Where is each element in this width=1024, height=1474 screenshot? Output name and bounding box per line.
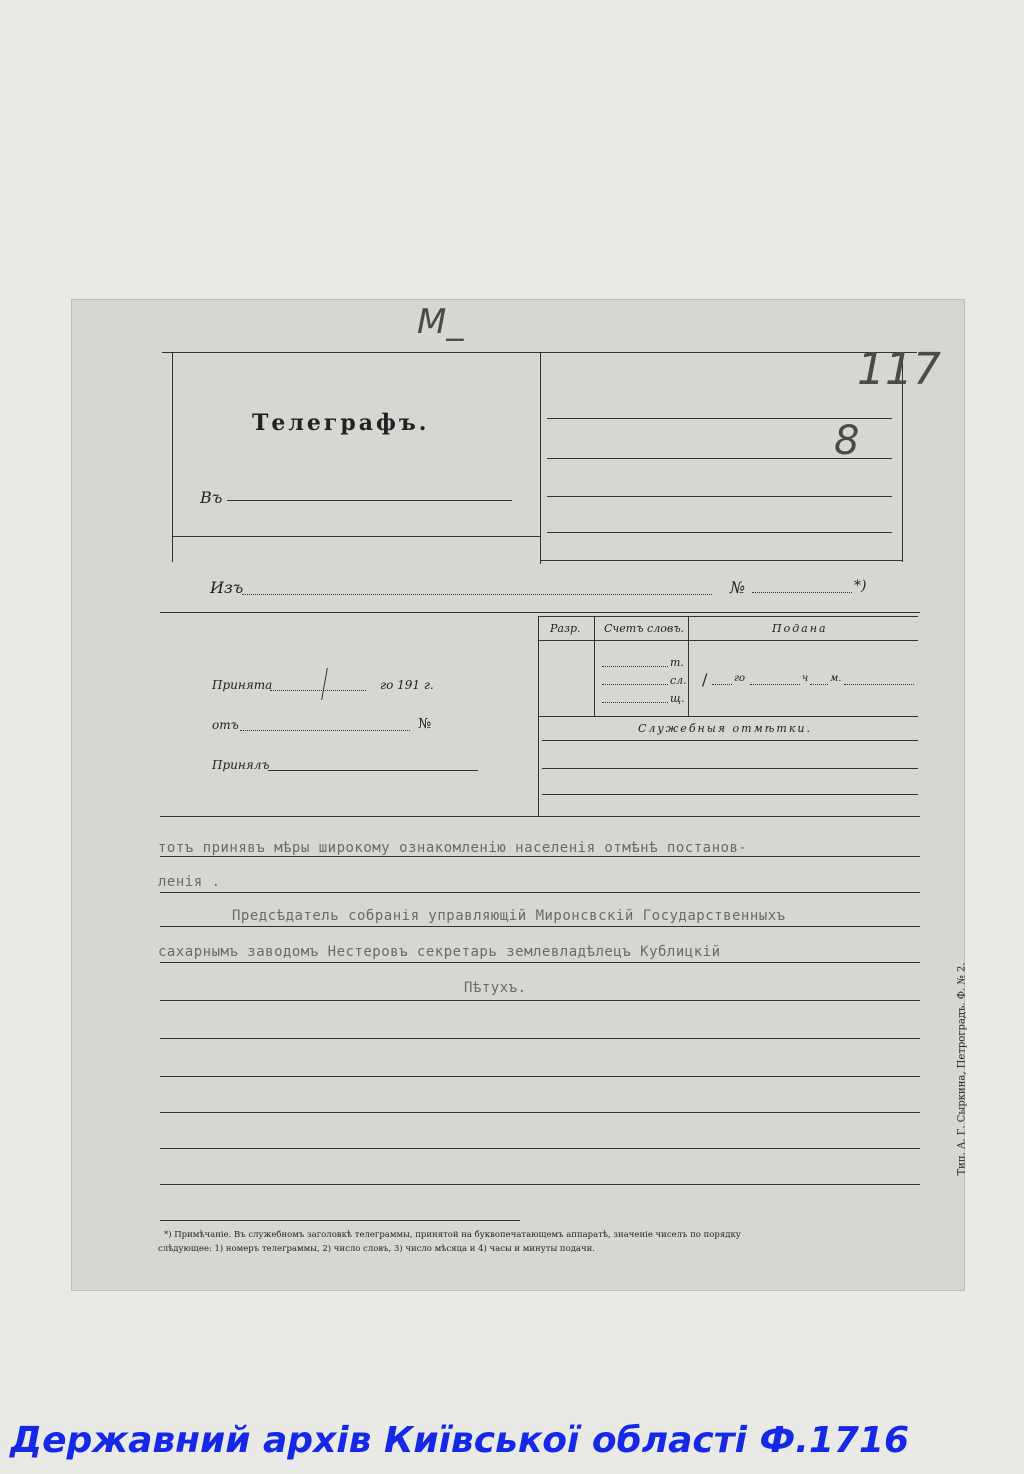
ot-number-label: № [418,716,432,732]
message-line-3: Предсѣдатель собранія управляющій Миронсвскій Государственныхъ [232,908,786,924]
service-marks-label: Служебныя отмѣтки. [638,722,812,735]
table-top [538,616,918,617]
prinyal-line [268,770,478,771]
right-box-bottom-border [540,560,902,561]
count-line [602,702,668,703]
ch-label: ч [802,673,809,684]
message-rule [160,1148,920,1149]
form-title: Телеграфъ. [252,410,430,436]
prinyal-label: Принялъ [212,758,270,772]
podana-line [750,684,800,685]
number-label: № [730,578,746,597]
col-schet: Счетъ словъ. [604,622,685,635]
number-line [752,592,852,593]
right-box-rule [547,532,892,533]
service-rule [542,740,918,741]
ot-label: отъ [212,718,239,732]
printer-imprint: Тип. А. Г. Сыркина, Петроградъ. Ф. № 2. [956,962,968,1176]
table-col-line [594,616,595,716]
count-line [602,684,668,685]
message-rule [160,1076,920,1077]
message-rule [160,892,920,893]
message-rule [160,1038,920,1039]
table-header-rule [538,640,918,641]
handwritten-number: 8 [834,418,860,464]
message-line-5: Пѣтухъ. [464,980,527,996]
message-line-1: тотъ принявъ мѣры широкому ознакомленію населенія отмѣнѣ постанов- [158,840,748,856]
ot-line [240,730,410,731]
sub-sl: сл. [670,674,687,687]
message-rule [160,1000,920,1001]
message-line-2: ленія . [158,874,221,890]
podana-line [712,684,732,685]
handwritten-top-note: М_ [417,302,464,342]
col-podana: Подана [772,622,828,635]
left-box-left-border [172,352,173,562]
go-label: го [734,673,746,684]
date-slash: / [702,670,708,689]
separator-line [160,816,920,817]
footnote-mark: *) [854,578,867,594]
podana-line [810,684,828,685]
hand-mark [321,668,328,700]
message-rule [160,856,920,857]
footnote-line-2: слѣдующее: 1) номеръ телеграммы, 2) число словъ, 3) число мѣсяца и 4) часы и минуты подачи. [158,1244,595,1254]
m-label: м. [830,673,842,684]
col-razr: Разр. [550,622,581,635]
right-box-rule [547,496,892,497]
box-divider [540,352,541,564]
prinyata-label: Принята [212,678,273,692]
telegram-form-sheet [72,300,968,1290]
separator-line [160,612,920,613]
message-rule [160,962,920,963]
table-bottom [538,716,918,717]
year-label: го 191 г. [380,678,434,692]
count-line [602,666,668,667]
archive-caption: Державний архів Київської області Ф.1716 [10,1420,910,1461]
sub-shch: щ. [670,692,685,705]
iz-line [242,594,712,595]
service-rule [542,768,918,769]
handwritten-page-number: 117 [857,344,941,395]
iz-label: Изъ [210,578,244,597]
prinyata-line [270,690,366,691]
sub-t: т. [670,656,684,669]
podana-line [844,684,914,685]
message-rule [160,1184,920,1185]
left-box-bottom-border [172,536,540,537]
v-address-line [227,500,512,501]
message-line-4: сахарнымъ заводомъ Нестеровъ секретарь землевладѣлецъ Кублицкій [158,944,721,960]
v-label: Въ [200,488,223,507]
message-rule [160,926,920,927]
service-rule [542,794,918,795]
message-rule [160,1220,520,1221]
footnote-line-1: *) Примѣчаніе. Въ служебномъ заголовкѣ телеграммы, принятой на буквопечатающемъ аппаратѣ, значеніе чиселъ по порядку [164,1230,741,1240]
table-col-line [688,616,689,716]
message-rule [160,1112,920,1113]
